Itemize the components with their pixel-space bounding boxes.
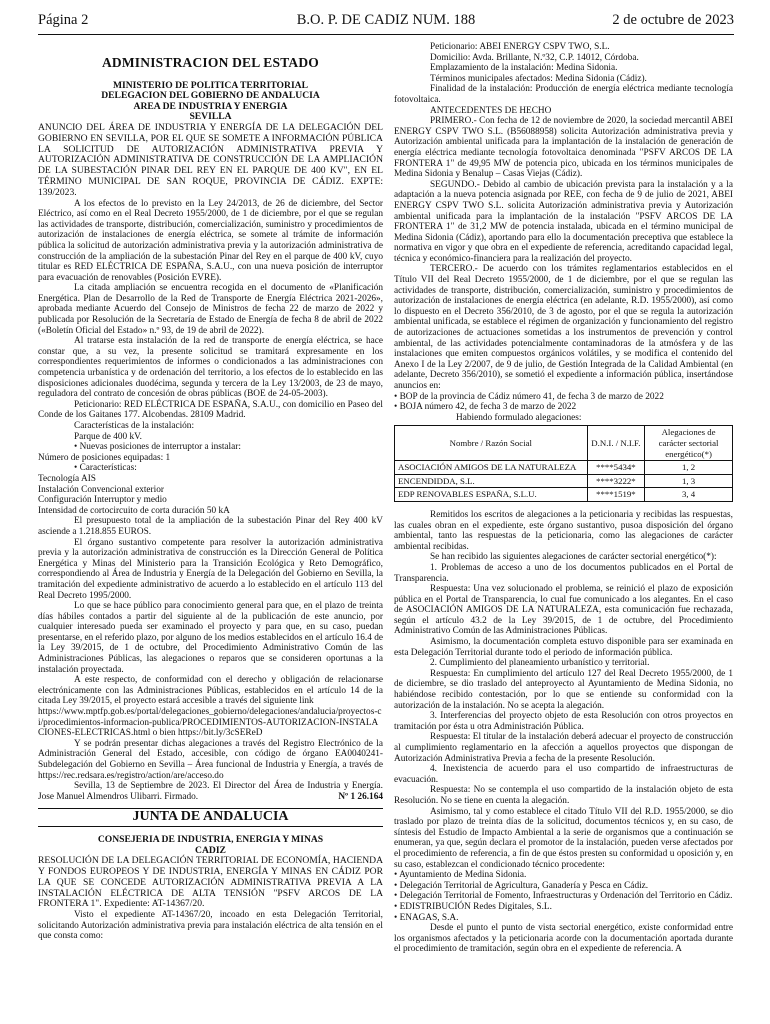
project-link[interactable]: https://www.mptfp.gob.es/portal/delegaciones_gobierno/delegaciones/andalucia/proyectos-ci/procedimientos-informacion-publica/PROCEDIMIENTOS-AUTORIZACION-INSTALACIONES-ELECTRICAS.html o bien https://bit.ly/3cSEReD <box>38 707 382 739</box>
paragraph: Visto el expediente AT-14367/20, incoado en esta Delegación Territorial, solicitando Autorización administrativa previa para instalación eléctrica de alta tensión en el que consta como: <box>38 910 383 942</box>
paragraph: 4. Inexistencia de acuerdo para el uso compartido de infraestructuras de evacuación. <box>394 764 733 785</box>
consejeria-line-2: CADIZ <box>195 844 226 856</box>
list-item: • ENAGAS, S.A. <box>394 912 459 923</box>
paragraph: Desde el punto el punto de vista sectorial energético, existe conformidad entre los organismos afectados y la peticionaria acorde con la documentación aportada durante el procedimiento de tramitación, según obra en el expediente de referencia. A <box>394 923 733 955</box>
paragraph: A los efectos de lo previsto en la Ley 24/2013, de 26 de diciembre, del Sector Eléctrico, así como en el Real Decreto 1955/2000, de 1 de diciembre, por el que se regulan las actividades de transporte, distribución, comercialización, suministro y procedimientos de autorización de instalaciones de energía eléctrica, se somete al trámite de información pública la solicitud de autorización administrativa previa y la autorización administrativa de construcción de la ampliación de la subestación Pinar del Rey en el parque de 400 kV, cuyo titular es RED ELÉCTRICA DE ESPAÑA, S.A.U., con una nueva posición de interruptor para evacuación de renovables (Posición EVRE). <box>38 198 383 283</box>
section-title: ADMINISTRACION DEL ESTADO <box>101 55 320 70</box>
paragraph: Habiendo formulado alegaciones: <box>456 412 582 423</box>
table-cell: EDP RENOVABLES ESPAÑA, S.L.U. <box>395 488 588 502</box>
paragraph: La citada ampliación se encuentra recogida en el documento de «Planificación Energética. Plan de Desarrollo de la Red de Transporte de Energía Eléctrica 2021-2026», aprobada mediante Acuerdo del Consejo de Ministros de fecha 22 de marzo de 2022 y publicada por Resolución de la Secretaría de Estado de Energía de fecha 8 de abril de 2022 («Boletín Oficial del Estado» n.º 93, de 19 de abril de 2022). <box>38 283 383 336</box>
table-cell: 1, 3 <box>645 474 733 488</box>
paragraph: Respuesta: Una vez solucionado el problema, se reinició el plazo de exposición pública en el Portal de Transparencia, lo cual fue comunicado a los alegantes. En el caso de ASOCIACIÓN AMIGOS DE LA NATURALEZA, esta comunicación fue rechazada, según el artículo 43.2 de la Ley 39/2015, de 1 de octubre, del Procedimiento Administrativo Común de las Administraciones Públicas. <box>394 584 733 637</box>
table-cell: ****1519* <box>587 488 644 502</box>
signature-text: Sevilla, 13 de Septiembre de 2023. El Director del Área de Industria y Energía. Jose Manuel Almendros Ulibarri. Firmado. <box>38 781 383 802</box>
table-cell: ****3222* <box>587 474 644 488</box>
consejeria-line-1: CONSEJERIA DE INDUSTRIA, ENERGIA Y MINAS <box>97 833 324 845</box>
paragraph: Al tratarse esta instalación de la red de transporte de energía eléctrica, se hace constar que, a su vez, la presente solicitud se tramitará expresamente en los correspondientes requerimientos de informes o condicionados a las administraciones con competencia urbanística y de ordenación del territorio, a los efectos de lo establecido en las disposiciones adicionales duodécima, segunda y tercera de la Ley 13/2003, de 23 de mayo, reguladora del contrato de concesión de obras públicas (BOE de 24-05-2003). <box>38 336 383 400</box>
list-item: • Delegación Territorial de Agricultura, Ganadería y Pesca en Cádiz. <box>394 880 649 891</box>
resolucion-heading: RESOLUCIÓN DE LA DELEGACIÓN TERRITORIAL DE ECONOMÍA, HACIENDA Y FONDOS EUROPEOS Y DE INDUSTRIA, ENERGÍA Y MINAS EN CÁDIZ POR LA QUE SE CONCEDE AUTORIZACIÓN ADMINISTRATIVA PREVIA A LA INSTALACIÓN ELÉCTRICA DE ALTA TENSIÓN "PSFV ARCOS DE LA FRONTERA 1". Expediente: AT-14367/20. <box>38 855 383 910</box>
table-cell: ASOCIACIÓN AMIGOS DE LA NATURALEZA <box>395 461 588 475</box>
paragraph: El presupuesto total de la ampliación de la subestación Pinar del Rey 400 kV asciende a 1.218.855 EUROS. <box>38 516 383 537</box>
paragraph: PRIMERO.- Con fecha de 12 de noviembre de 2020, la sociedad mercantil ABEI ENERGY CSPV TWO S.L. (B56088958) solicita Autorización administrativa previa y Autorización ambiental unificada para la implantación de la instalación de generación de energía eléctrica mediante tecnología fotovoltaica denominada "PSFV ARCOS DE LA FRONTERA 1" de 49,95 MW de potencia pico, ubicada en los términos municipales de Medina Sidonia y Benalup – Casas Viejas (Cádiz). <box>394 116 733 180</box>
paragraph: Asimismo, la documentación completa estuvo disponible para ser examinada en esta Delegación Territorial durante todo el periodo de información pública. <box>394 637 733 658</box>
paragraph: El órgano sustantivo competente para resolver la autorización administrativa previa y la autorización administrativa de construcción es la Dirección General de Política Energética y Minas del Ministerio para la Transición Ecológica y Reto Demográfico, correspondiendo al Área de Industria y Energía de la Delegación del Gobierno en Sevilla, la tramitación del expediente administrativo de acuerdo a lo establecido en el artículo 113 del Real Decreto 1995/2000. <box>38 537 383 601</box>
paragraph: • Nuevas posiciones de interruptor a instalar: <box>74 442 241 453</box>
right-column <box>394 42 733 955</box>
paragraph: Y se podrán presentar dichas alegaciones a través del Registro Electrónico de la Administración General del Estado, accesible, con código de órgano EA0040241-Subdelegación del Gobierno en Sevilla – Área funcional de Industria y Energía, a través de https://rec.redsara.es/registro/action/are/acceso.do <box>38 738 383 781</box>
paragraph: 3. Interferencias del proyecto objeto de esta Resolución con otros proyectos en tramitación por ésta u otra Administración Pública. <box>394 711 733 732</box>
paragraph: Peticionario: ABEI ENERGY CSPV TWO, S.L. <box>430 42 610 52</box>
table-header-row <box>395 426 733 461</box>
paragraph: Se han recibido las siguientes alegaciones de carácter sectorial energético(*): <box>430 552 717 563</box>
paragraph: Parque de 400 kV. <box>74 431 142 442</box>
paragraph: Finalidad de la instalación: Producción de energía eléctrica mediante tecnología fotovoltaica. <box>394 84 733 105</box>
paragraph: Remitidos los escritos de alegaciones a la peticionaria y recibidas las respuestas, las cuales obran en el expediente, este órgano sustantivo, pusoa disposición del órgano ambiental, tanto las respuestas de la peticionaria, como las alegaciones de carácter ambiental recibidas. <box>394 509 733 552</box>
list-item: • EDISTRIBUCIÓN Redes Digitales, S.L. <box>394 901 552 912</box>
table-header: Alegaciones de carácter sectorial energético(*) <box>645 426 733 461</box>
paragraph: • Características: <box>74 463 137 474</box>
heading-antecedentes: ANTECEDENTES DE HECHO <box>430 105 552 116</box>
page-number: Página 2 <box>38 12 89 28</box>
ministry-line-2: DELEGACION DEL GOBIERNO DE ANDALUCIA <box>101 90 320 102</box>
left-column <box>38 42 383 942</box>
table-cell: ENCENDIDDA, S.L. <box>395 474 588 488</box>
paragraph: Emplazamiento de la instalación: Medina Sidonia. <box>430 63 618 74</box>
table-cell: 3, 4 <box>645 488 733 502</box>
paragraph: TERCERO.- De acuerdo con los trámites reglamentarios establecidos en el Título VII del Real Decreto 1955/2000, de 1 de diciembre, por el que se regulan las actividades de transporte, distribución, comercialización, suministro y procedimientos de autorización de instalaciones de energía eléctrica (en adelante, R.D. 1955/2000), así como lo dispuesto en el Decreto 356/2010, de 3 de agosto, por el que se regula la autorización ambiental unificada, se establece el régimen de organización y funcionamiento del registro de autorizaciones de actuaciones sometidas a los instrumentos de prevención y control ambiental, de las actividades potencialmente contaminadoras de la atmósfera y de las instalaciones que emiten compuestos orgánicos volátiles, y se modifica el contenido del Anexo I de la Ley 2/2007, de 9 de julio, de Gestión Integrada de la Calidad Ambiental (en adelante, Decreto 356/2010), se sometió el expediente a información pública, insertándose anuncios en: <box>394 264 733 391</box>
ministry-line-4: SEVILLA <box>189 111 232 123</box>
list-item: • Ayuntamiento de Medina Sidonia. <box>394 870 527 881</box>
section-title-junta: JUNTA DE ANDALUCIA <box>38 808 383 827</box>
list-item: • BOP de la provincia de Cádiz número 41, de fecha 3 de marzo de 2022 <box>394 391 664 402</box>
ministry-line-1: MINISTERIO DE POLITICA TERRITORIAL <box>112 79 309 91</box>
paragraph: SEGUNDO.- Debido al cambio de ubicación prevista para la instalación y a la adaptación a la nueva potencia asignada por REE, con fecha de 9 de julio de 2021, ABEI ENERGY CSPV TWO S.L. solicita Autorización administrativa previa y Autorización ambiental unificada para la implantación de la instalación "PSFV ARCOS DE LA FRONTERA 1" de 31,2 MW de potencia instalada, ubicada en el término municipal de Medina Sidonia (Cádiz), aportando para ello la documentación preceptiva que establece la normativa en vigor y que obra en el expediente de referencia, acreditando capacidad legal, técnica y económico-financiera para la realización del proyecto. <box>394 179 733 264</box>
table-cell: 1, 2 <box>645 461 733 475</box>
table-row <box>395 461 733 475</box>
signature-paragraph <box>38 781 383 802</box>
table-row <box>395 488 733 502</box>
list-item: • BOJA número 42, de fecha 3 de marzo de 2022 <box>394 402 577 413</box>
alegaciones-table <box>394 425 733 502</box>
paragraph: Domicilio: Avda. Brillante, N.º32, C.P. 14012, Córdoba. <box>430 52 639 63</box>
header-rule <box>38 34 734 35</box>
paragraph: 1. Problemas de acceso a uno de los documentos publicados en el Portal de Transparencia. <box>394 562 733 584</box>
table-header: Nombre / Razón Social <box>395 426 588 461</box>
paragraph: Respuesta: El titular de la instalación deberá adecuar el proyecto de construcción al cumplimiento reglamentario en la afección a aquellos proyectos que dispongan de Autorización Administrativa Previa a fecha de la presente Resolución. <box>394 732 733 764</box>
ministry-line-3: AREA DE INDUSTRIA Y ENERGIA <box>133 100 288 112</box>
announcement-number: Nº 1 26.164 <box>338 791 383 802</box>
list-item: • Delegación Territorial de Fomento, Infraestructuras y Ordenación del Territorio en Cádiz. <box>394 891 733 902</box>
paragraph: A este respecto, de conformidad con el derecho y obligación de relacionarse electrónicamente con las Administraciones Públicas, establecidos en el artículo 14 de la citada Ley 39/2015, el proyecto estará accesible a través del siguiente link <box>38 675 383 707</box>
paragraph: Términos municipales afectados: Medina Sidonia (Cádiz). <box>430 73 647 84</box>
paragraph: 2. Cumplimiento del planeamiento urbanístico y territorial. <box>430 658 650 669</box>
paragraph: Peticionario: RED ELÉCTRICA DE ESPAÑA, S.A.U., con domicilio en Paseo del Conde de los Gaitanes 177. Alcobendas. 28109 Madrid. <box>38 399 383 421</box>
table-cell: ****5434* <box>587 461 644 475</box>
paragraph: Características de la instalación: <box>74 421 195 432</box>
paragraph: Asimismo, tal y como establece el citado Título VII del R.D. 1955/2000, se dio traslado por plazo de treinta días de la solicitud, documentos técnicos y, en su caso, de síntesis del Estudio de Impacto Ambiental a la serie de organismos que a continuación se enumeran, ya que, según declara el promotor de la instalación, pueden verse afectados por el procedimiento de referencia, a fin de que éstos presten su conformidad u oposición y, en su caso, establezcan el condicionado técnico procedente: <box>394 806 733 870</box>
table-header: D.N.I. / N.I.F. <box>587 426 644 461</box>
paragraph: Número de posiciones equipadas: 1 <box>38 452 171 463</box>
paragraph: Intensidad de cortocircuito de corta duración 50 kA <box>38 505 230 516</box>
table-row <box>395 474 733 488</box>
issue-date: 2 de octubre de 2023 <box>612 12 734 28</box>
anuncio-heading: ANUNCIO DEL ÁREA DE INDUSTRIA Y ENERGÍA DE LA DELEGACIÓN DEL GOBIERNO EN SEVILLA, POR EL QUE SE SOMETE A INFORMACIÓN PÚBLICA LA SOLICITUD DE AUTORIZACIÓN ADMINISTRATIVA PREVIA Y AUTORIZACIÓN ADMINISTRATIVA DE CONSTRUCCIÓN DE LA AMPLIACIÓN DE LA SUBESTACIÓN PINAR DEL REY EN EL PARQUE DE 400 KV", EN EL TÉRMINO MUNICIPAL DE SAN ROQUE, PROVINCIA DE CÁDIZ. EXPTE: 139/2023. <box>38 121 383 198</box>
paragraph: Instalación Convencional exterior <box>38 484 164 495</box>
paragraph: Configuración Interruptor y medio <box>38 495 167 506</box>
paragraph: Respuesta: No se contempla el uso compartido de la instalación objeto de esta Resolución. No se tiene en cuenta la alegación. <box>394 785 733 806</box>
paragraph: Tecnología AIS <box>38 473 96 484</box>
page-header <box>38 12 734 34</box>
paragraph: Respuesta: En cumplimiento del artículo 127 del Real Decreto 1955/2000, de 1 de diciembre, se dio traslado del anteproyecto al Ayuntamiento de Medina Sidonia, no habiéndose recibido contestación, por lo que se entiende su conformidad con la autorización de la instalación. No se acepta la alegación. <box>394 668 733 711</box>
bulletin-title: B.O. P. DE CADIZ NUM. 188 <box>296 12 476 28</box>
paragraph: Lo que se hace público para conocimiento general para que, en el plazo de treinta días hábiles contados a partir del siguiente al de la publicación de este anuncio, por cualquier interesado pueda ser examinado el proyecto y para que, en su caso, puedan presentarse, en el referido plazo, por alguno de los medios establecidos en el artículo 16.4 de la Ley 39/2015, de 1 de octubre, del Procedimiento Administrativo Común de las Administraciones Públicas, las alegaciones o reparos que se consideren oportunas a la instalación proyectada. <box>38 601 383 675</box>
